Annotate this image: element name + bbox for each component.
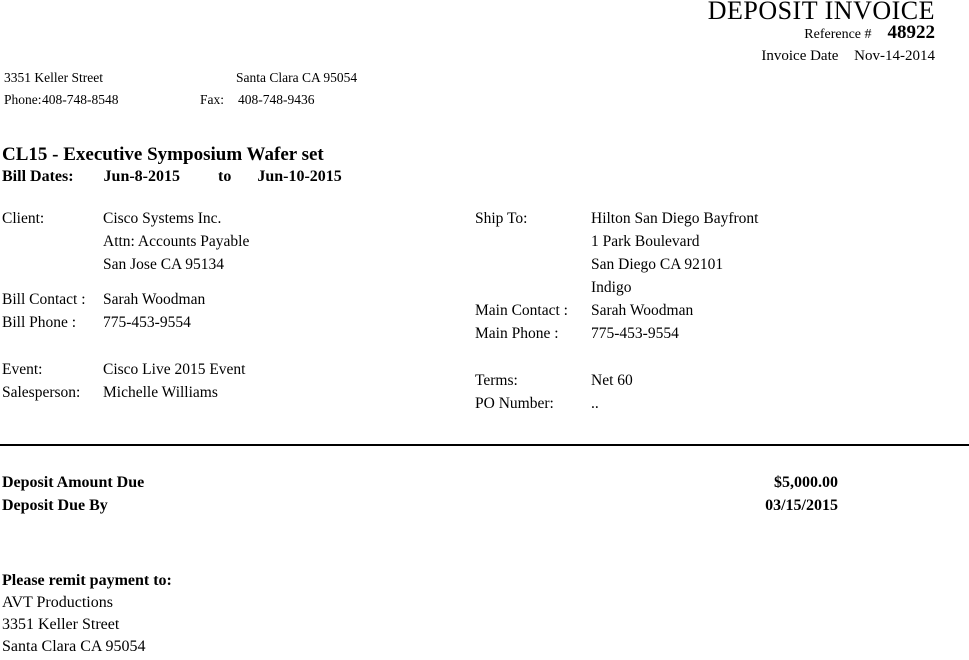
spacer-client-1 [2,279,462,291]
section-divider [0,444,969,446]
po-number-label: PO Number: [475,395,554,412]
bill-contact-label: Bill Contact : [2,291,86,308]
reference-row [804,22,935,44]
main-contact-row [475,302,945,325]
bill-phone-label: Bill Phone : [2,314,77,331]
event-value: Cisco Live 2015 Event [103,361,246,378]
document-title: DEPOSIT INVOICE [707,0,935,25]
salesperson-value: Michelle Williams [103,384,218,401]
deposit-amount-row [0,474,969,497]
client-label: Client: [2,210,45,227]
deposit-amount-label: Deposit Amount Due [2,474,145,491]
bill-dates-row [2,168,342,186]
client-column [2,210,462,407]
remit-section [2,572,172,660]
client-attn: Attn: Accounts Payable [103,233,250,250]
bill-phone-value: 775-453-9554 [103,314,191,331]
company-phone-label: Phone: [4,92,42,107]
event-row [2,361,462,384]
client-name-row [2,210,462,233]
main-contact-value: Sarah Woodman [591,302,694,319]
ship-to-address-row [475,233,945,256]
company-city-state-zip: Santa Clara CA 95054 [236,70,358,85]
company-address [4,70,504,114]
ship-to-label: Ship To: [475,210,528,227]
company-fax-label: Fax: [200,92,225,107]
detail-section [0,210,969,430]
salesperson-label: Salesperson: [2,384,81,401]
reference-value: 48922 [887,22,935,43]
remit-line-3: Santa Clara CA 95054 [2,638,146,655]
bill-dates-to-label: to [218,168,232,185]
company-phone-value: 408-748-8548 [42,92,119,107]
terms-value: Net 60 [591,372,633,389]
client-city-row [2,256,462,279]
client-city-state-zip: San Jose CA 95134 [103,256,224,273]
invoice-date-label: Invoice Date [761,48,839,64]
bill-date-until: Jun-10-2015 [257,168,342,185]
ship-to-column [475,210,945,418]
po-number-value: .. [591,395,599,412]
main-contact-label: Main Contact : [475,302,568,319]
main-phone-row [475,325,945,348]
bill-contact-row [2,291,462,314]
ship-to-room: Indigo [591,279,632,296]
main-phone-label: Main Phone : [475,325,559,342]
bill-phone-row [2,314,462,337]
company-address-line-2 [4,92,504,114]
order-title: CL15 - Executive Symposium Wafer set [2,144,324,165]
main-phone-value: 775-453-9554 [591,325,679,342]
remit-line-2: 3351 Keller Street [2,616,120,633]
remit-line-1: AVT Productions [2,594,113,611]
event-label: Event: [2,361,43,378]
bill-date-from: Jun-8-2015 [103,168,180,185]
terms-row [475,372,945,395]
po-number-row [475,395,945,418]
company-address-line-1 [4,70,504,92]
deposit-amount-value: $5,000.00 [774,474,838,491]
deposit-due-by-label: Deposit Due By [2,497,108,514]
spacer-ship-1 [475,348,945,372]
ship-to-name: Hilton San Diego Bayfront [591,210,759,227]
deposit-due-by-value: 03/15/2015 [765,497,838,514]
ship-to-address: 1 Park Boulevard [591,233,700,250]
spacer-client-2 [2,337,462,361]
remit-heading: Please remit payment to: [2,572,172,589]
client-attn-row [2,233,462,256]
bill-dates-label: Bill Dates: [2,168,74,185]
totals-section [0,474,969,520]
company-street: 3351 Keller Street [4,70,103,85]
deposit-due-by-row [0,497,969,520]
invoice-date-row [761,48,935,65]
invoice-date-value: Nov-14-2014 [854,48,935,64]
reference-label: Reference # [804,27,872,42]
ship-to-city-row [475,256,945,279]
company-fax-value: 408-748-9436 [238,92,315,107]
salesperson-row [2,384,462,407]
ship-to-room-row [475,279,945,302]
client-name: Cisco Systems Inc. [103,210,222,227]
terms-label: Terms: [475,372,518,389]
ship-to-name-row [475,210,945,233]
bill-contact-value: Sarah Woodman [103,291,206,308]
ship-to-city-state-zip: San Diego CA 92101 [591,256,724,273]
